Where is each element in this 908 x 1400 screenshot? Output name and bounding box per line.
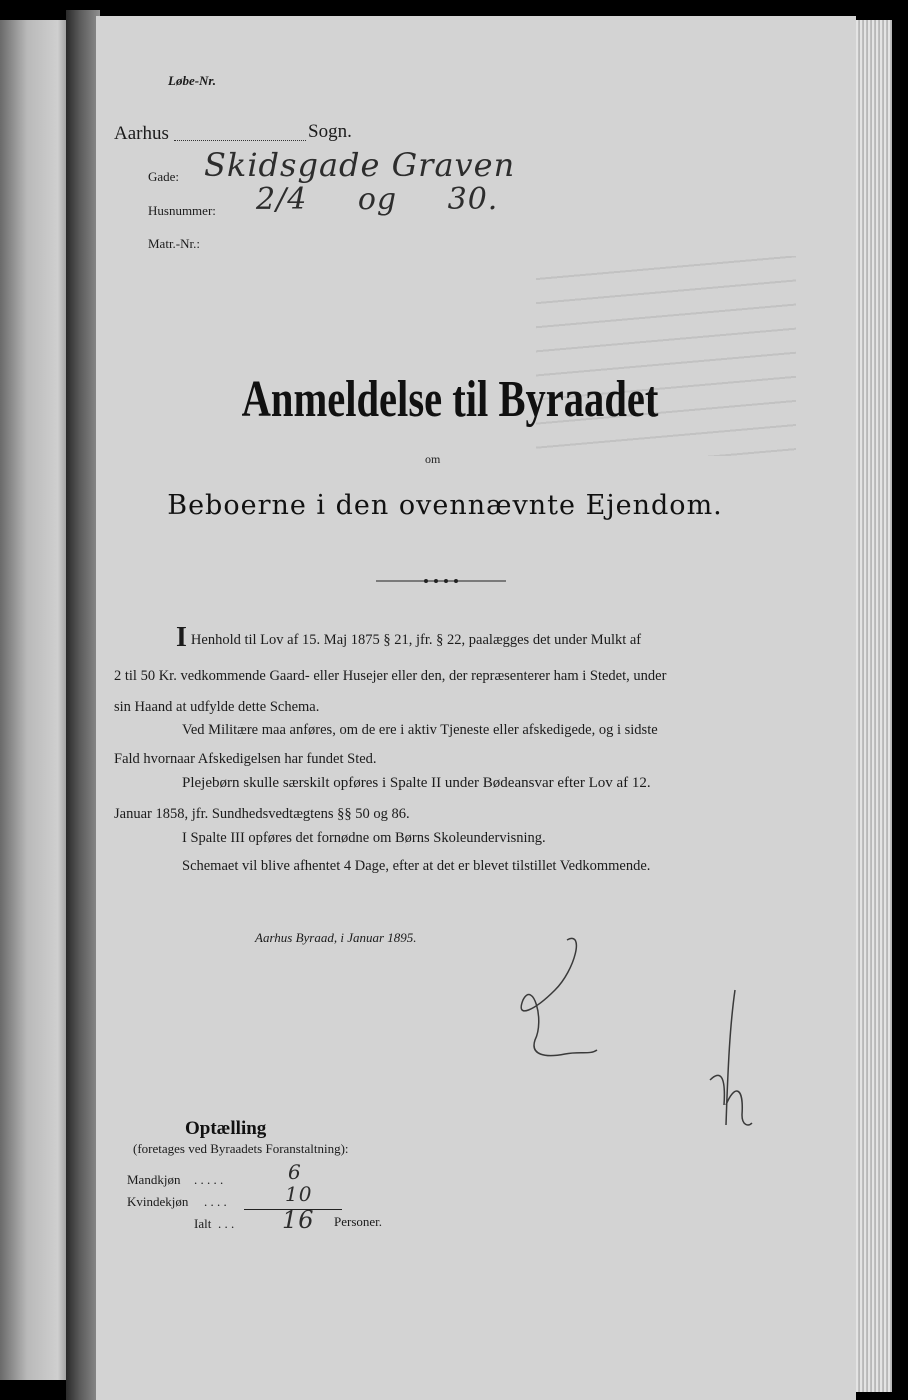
female-label: Kvindekjøn (127, 1194, 189, 1209)
street-value-handwritten: Skidsgade Graven (204, 146, 516, 184)
body-line-5: Fald hvornaar Afskedigelsen har fundet Sted. (114, 751, 377, 767)
left-page (0, 20, 68, 1380)
persons-label: Personer. (334, 1214, 383, 1229)
male-dots: . . . . . (194, 1172, 224, 1187)
main-title: Anmeldelse til Byraadet (241, 371, 659, 428)
body-line-9: Schemaet vil blive afhentet 4 Dage, efter at det er blevet tilstillet Vedkommende. (182, 858, 651, 874)
house-number-label: Husnummer: (148, 203, 216, 218)
title-om: om (425, 452, 441, 466)
handwritten-signature (505, 930, 605, 1070)
place-date-line: Aarhus Byraad, i Januar 1895. (255, 930, 417, 945)
lobe-nr-label: Løbe-Nr. (168, 73, 217, 88)
book-gutter (66, 10, 100, 1400)
male-label: Mandkjøn (127, 1172, 181, 1187)
page-stack-edge (852, 20, 892, 1392)
total-dots: . . . (218, 1216, 235, 1231)
handwritten-initials (700, 985, 770, 1135)
parish-prefix: Aarhus (114, 123, 169, 144)
matr-nr-label: Matr.-Nr.: (148, 236, 200, 251)
street-label: Gade: (148, 169, 180, 184)
female-dots: . . . . (204, 1194, 227, 1209)
total-label: Ialt (194, 1216, 212, 1231)
body-line-6: Plejebørn skulle særskilt opføres i Spalte II under Bødeansvar efter Lov af 12. (182, 775, 651, 791)
parish-dotted-line (174, 140, 306, 141)
body-line-2: 2 til 50 Kr. vedkommende Gaard- eller Husejer eller den, der repræsenterer ham i Stedet, under (114, 668, 667, 684)
body-dropcap: I (176, 622, 187, 653)
subtitle: Beboerne i den ovennævnte Ejendom. (167, 490, 723, 521)
body-line-8: I Spalte III opføres det fornødne om Børns Skoleundervisning. (182, 830, 546, 846)
parish-suffix: Sogn. (308, 121, 352, 142)
count-subtitle: (foretages ved Byraadets Foranstaltning): (133, 1141, 349, 1156)
body-line-3: sin Haand at udfylde dette Schema. (114, 699, 320, 715)
body-line-4: Ved Militære maa anføres, om de ere i aktiv Tjeneste eller afskedigede, og i sidste (182, 722, 658, 738)
male-value-handwritten: 6 (288, 1160, 302, 1184)
body-line-1 (176, 622, 836, 653)
female-value-handwritten: 10 (285, 1182, 313, 1206)
body-line-1-text: Henhold til Lov af 15. Maj 1875 § 21, jfr. § 22, paalægges det under Mulkt af (190, 632, 642, 648)
count-title: Optælling (185, 1118, 267, 1139)
body-line-7: Januar 1858, jfr. Sundhedsvedtægtens §§ 50 og 86. (114, 806, 410, 822)
total-value-handwritten: 16 (282, 1206, 315, 1234)
ornament-divider (376, 578, 506, 584)
house-number-value-handwritten: 2/4 og 30. (256, 182, 499, 217)
